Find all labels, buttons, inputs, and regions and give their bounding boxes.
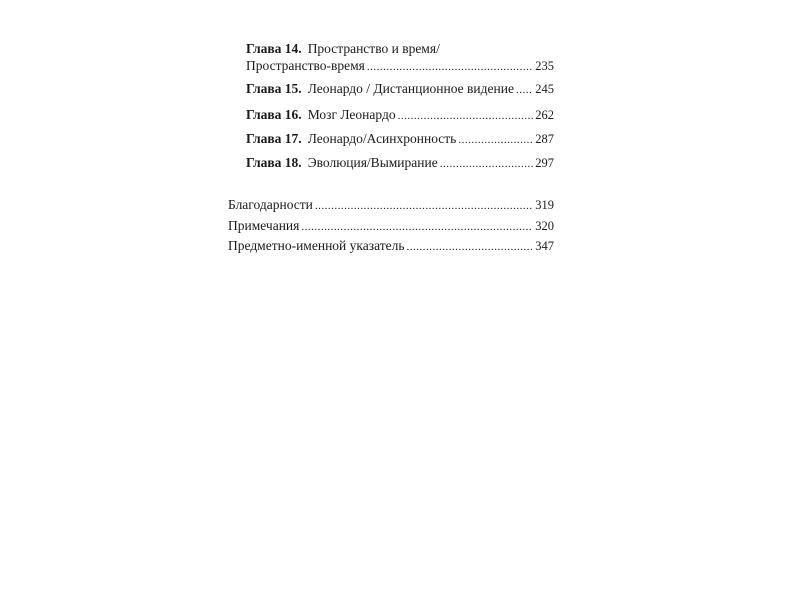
- page-number: 297: [535, 156, 554, 170]
- leader-dots: [301, 219, 533, 236]
- chapter-label: Глава 14.: [246, 41, 302, 56]
- chapter-title: Леонардо / Дистанционное видение: [307, 81, 514, 96]
- back-matter-title: Благодарности: [228, 197, 313, 212]
- toc-entry-chapter-17: [246, 130, 554, 149]
- toc-entry-chapter-16: [246, 106, 554, 125]
- page-number: 287: [535, 132, 554, 146]
- toc-entry-notes: [228, 217, 554, 236]
- chapter-title: Пространство-время: [246, 58, 365, 73]
- page-number: 262: [535, 108, 554, 122]
- toc-entry-chapter-14: [246, 40, 554, 76]
- chapter-title: Эволюция/Вымирание: [307, 155, 438, 170]
- chapter-label: Глава 17.: [246, 131, 302, 146]
- chapter-label: Глава 15.: [246, 81, 302, 96]
- leader-dots: [516, 82, 533, 99]
- leader-dots: [407, 239, 534, 256]
- page-number: 319: [535, 198, 554, 212]
- leader-dots: [315, 198, 533, 215]
- toc-entry-acknowledgements: [228, 196, 554, 215]
- toc-entry-index: [228, 237, 554, 256]
- leader-dots: [367, 59, 533, 76]
- toc-entry-chapter-18: [246, 154, 554, 173]
- chapter-label: Глава 16.: [246, 107, 302, 122]
- page-number: 235: [535, 59, 554, 73]
- leader-dots: [440, 156, 534, 173]
- chapter-title: Леонардо/Асинхронность: [307, 131, 457, 146]
- page-number: 347: [535, 239, 554, 253]
- toc-entry-chapter-15: [246, 80, 554, 99]
- chapter-title-line1: Пространство и время/: [307, 41, 440, 56]
- leader-dots: [458, 132, 533, 149]
- page-number: 320: [535, 219, 554, 233]
- leader-dots: [398, 108, 534, 125]
- back-matter-title: Предметно-именной указатель: [228, 238, 405, 253]
- page-number: 245: [535, 82, 554, 96]
- chapter-title: Мозг Леонардо: [307, 107, 396, 122]
- back-matter-title: Примечания: [228, 218, 300, 233]
- chapter-label: Глава 18.: [246, 155, 302, 170]
